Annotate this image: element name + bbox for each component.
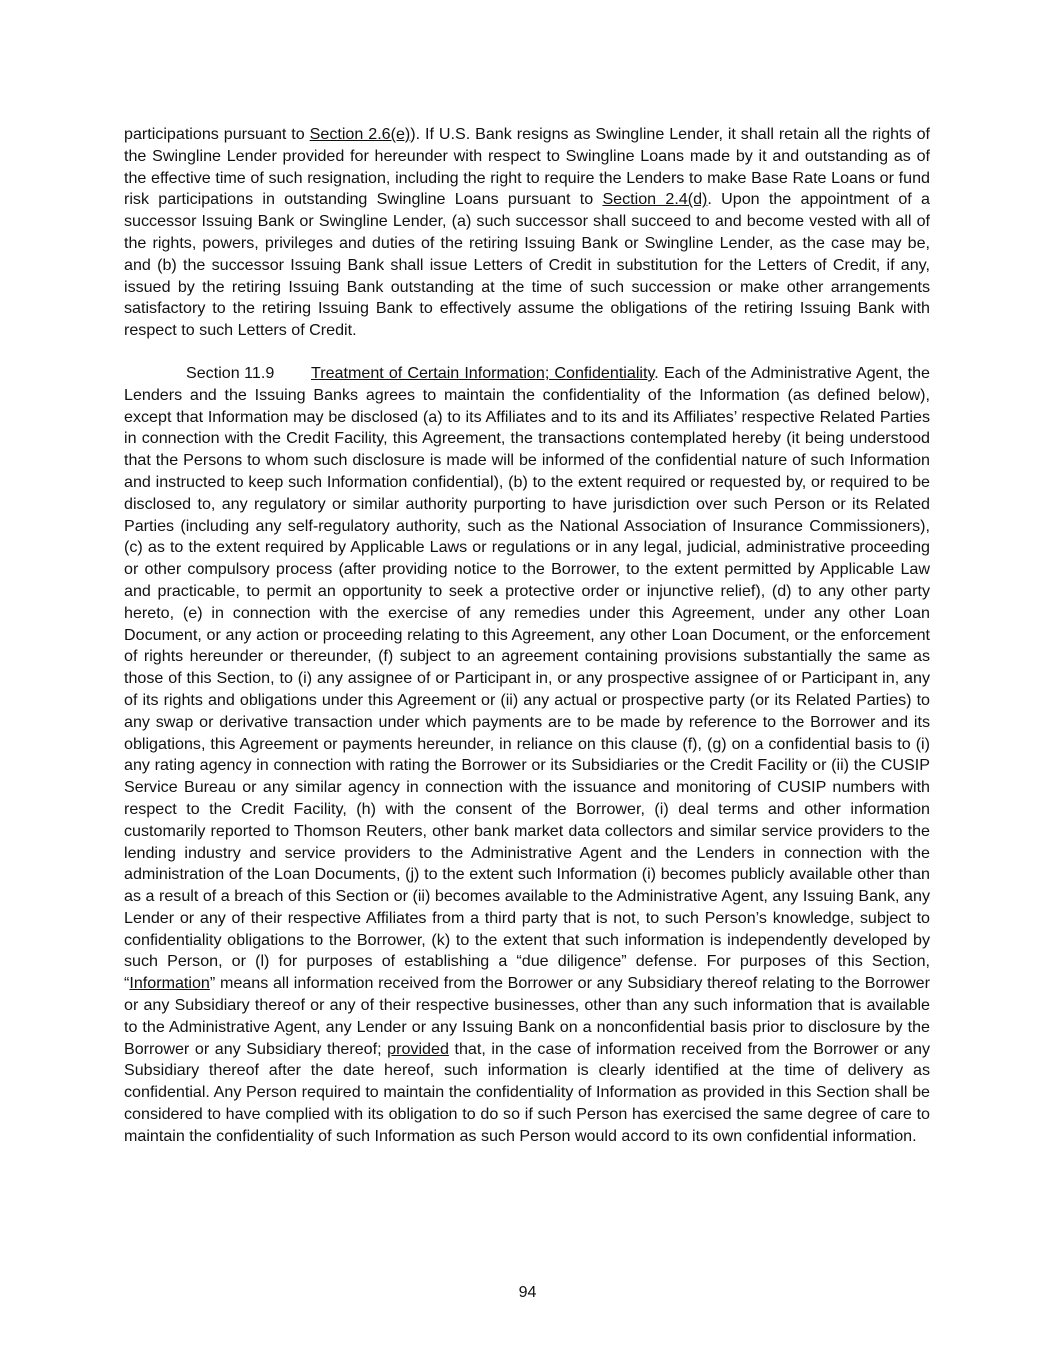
cross-reference-section-2-4d: Section 2.4(d) [602,190,708,209]
cross-reference-section-2-6e: Section 2.6(e) [309,125,411,143]
text-run: that, in the case of information received from the Borrower or any Subsidiary thereof after the date hereof, such information is clearly identified at the time of delivery as confidential. Any Person required to maintain the confidentiality of Information as provided in this Section shall be considered to have complied with its obligation to do so if such Person has exercised the same degree of care to maintain the confidentiality of such Information as such Person would accord to its own confidential information. [124,1039,930,1145]
defined-term-information: Information [129,974,210,993]
text-run: . Each of the Administrative Agent, the Lenders and the Issuing Banks agrees to maintain the confidentiality of the Information (as defined below), except that Information may be disclosed (a) to its Affiliates and to its and its Affiliates’ respective Related Parties in connection with the Credit Facility, this Agreement, the transactions contemplated hereby (it being understood that the Persons to whom such disclosure is made will be informed of the confidential nature of such Information and instructed to keep such Information confidential), (b) to the extent required or requested by, or required to be disclosed to, any regulatory or similar authority purporting to have jurisdiction over such Person or its Related Parties (including any self-regulatory authority, such as the National Association of Insurance Commissioners), (c) as to the extent required by Applicable Laws or regulations or in any legal, judicial, administrative proceeding or other compulsory process (after providing notice to the Borrower, to the extent permitted by Applicable Law and practicable, to permit an opportunity to seek a protective order or injunctive relief), (d) to any other party hereto, (e) in connection with the exercise of any remedies under this Agreement, under any other Loan Document, or any action or proceeding relating to this Agreement, any other Loan Document, or the enforcement of rights hereunder or thereunder, (f) subject to an agreement containing provisions substantially the same as those of this Section, to (i) any assignee of or Participant in, or any prospective assignee of or Participant in, any of its rights and obligations under this Agreement or (ii) any actual or prospective party (or its Related Parties) to any swap or derivative transaction under which payments are to be made by reference to the Borrower and its obligations, this Agreement or payments hereunder, in reliance on this clause (f), (g) on a confidential basis to (i) any rating agency in connection with rating the Borrower or its Subsidiaries or the Credit Facility or (ii) the CUSIP Service Bureau or any similar agency in connection with the issuance and monitoring of CUSIP numbers with respect to the Credit Facility, (h) with the consent of the Borrower, (i) deal terms and other information customarily reported to Thomson Reuters, other bank market data collectors and similar service providers to the lending industry and service providers to the Administrative Agent and the Lenders in connection with the administration of the Loan Documents, (j) to the extent such Information (i) becomes publicly available other than as a result of a breach of this Section or (ii) becomes available to the Administrative Agent, any Issuing Bank, any Lender or any of their respective Affiliates from a third party that is not, to such Person’s knowledge, subject to confidentiality obligations to the Borrower, (k) to the extent that such information is independently developed by such Person, or (l) for purposes of establishing a “due diligence” defense. For purposes of this Section, “ [124,363,930,993]
section-number: Section 11.9 [186,363,275,382]
text-run: participations pursuant to [124,125,310,143]
provided-term: provided [387,1039,449,1058]
section-heading: Treatment of Certain Information; Confidentiality [311,363,655,382]
text-run: . Upon the appointment of a successor Issuing Bank or Swingline Lender, (a) such successor shall succeed to and become vested with all of the rights, powers, privileges and duties of the retiring Issuing Bank or Swingline Lender, as the case may be, and (b) the successor Issuing Bank shall issue Letters of Credit in substitution for the Letters of Credit, if any, issued by the retiring Issuing Bank outstanding at the time of such succession or make other arrangements satisfactory to the retiring Issuing Bank to effectively assume the obligations of the retiring Issuing Bank with respect to such Letters of Credit. [124,190,930,340]
text-run: ). If U.S. Bank resigns as Swingline Lender, it shall retain all the rights of the Swingline Lender provided for hereunder with respect to Swingline Loans made by it and outstanding as of the effective time of such resignation, including the right to require the Lenders to make Base Rate Loans or fund risk participations in outstanding Swingline Loans pursuant to [124,125,930,209]
document-page [124,124,930,1148]
page-number: 94 [518,1284,537,1301]
text-run: ” means all information received from the Borrower or any Subsidiary thereof relating to the Borrower or any Subsidiary thereof or any of their respective businesses, other than any such information that is available to the Administrative Agent, any Lender or any Issuing Bank on a nonconfidential basis prior to disclosure by the Borrower or any Subsidiary thereof; [124,974,930,1058]
section-11-9-paragraph [124,363,930,1148]
paragraph-successor-issuing-bank [124,124,930,342]
